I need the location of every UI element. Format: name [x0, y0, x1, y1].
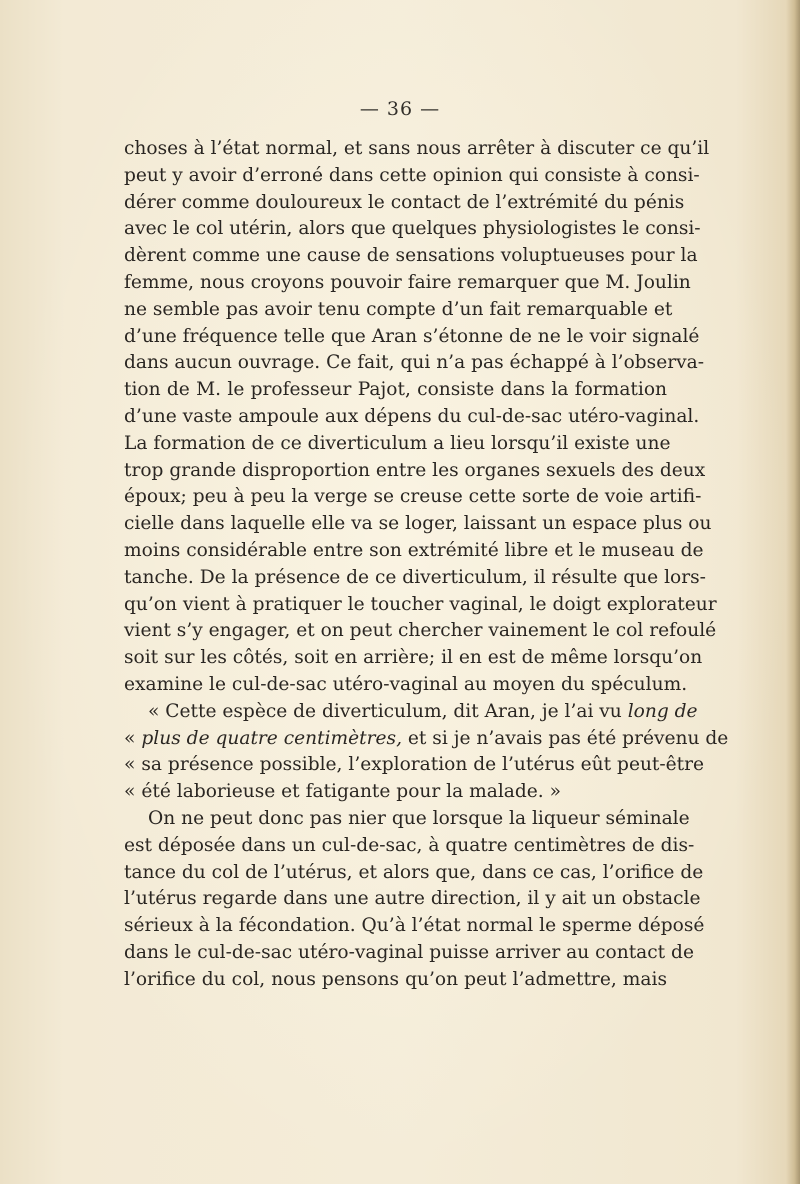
- text-line: dans le cul-de-sac utéro-vaginal puisse arriver au contact de: [124, 941, 694, 963]
- text-line: d’une fréquence telle que Aran s’étonne de ne le voir signalé: [124, 325, 700, 347]
- text-line: moins considérable entre son extrémité libre et le museau de: [124, 539, 704, 561]
- text-line: trop grande disproportion entre les organes sexuels des deux: [124, 459, 706, 481]
- text-line: peut y avoir d’erroné dans cette opinion qui consiste à consi-: [124, 164, 700, 186]
- quote-mark: «: [124, 754, 136, 776]
- quote-text: sa présence possible, l’exploration de l’utérus eût peut-être: [141, 754, 705, 776]
- text-line: soit sur les côtés, soit en arrière; il en est de même lorsqu’on: [124, 647, 703, 669]
- text-line: époux; peu à peu la verge se creuse cette sorte de voie artifi-: [124, 486, 702, 508]
- text-line: choses à l’état normal, et sans nous arrêter à discuter ce qu’il: [124, 138, 710, 159]
- text-line: d’une vaste ampoule aux dépens du cul-de-sac utéro-vaginal.: [124, 405, 700, 427]
- text-line: cielle dans laquelle elle va se loger, laissant un espace plus ou: [124, 513, 712, 535]
- text-line: sérieux à la fécondation. Qu’à l’état normal le sperme déposé: [124, 915, 705, 937]
- text-line: dérer comme douloureux le contact de l’extrémité du pénis: [124, 191, 685, 213]
- text-line: femme, nous croyons pouvoir faire remarquer que M. Joulin: [124, 271, 691, 293]
- text-line: On ne peut donc pas nier que lorsque la liqueur séminale: [148, 807, 690, 829]
- quote-line: [124, 752, 705, 779]
- text-line: examine le cul-de-sac utéro-vaginal au moyen du spéculum.: [124, 673, 688, 695]
- text-line: qu’on vient à pratiquer le toucher vaginal, le doigt explorateur: [124, 593, 717, 615]
- text-line: dèrent comme une cause de sensations voluptueuses pour la: [124, 245, 698, 267]
- page-edge-shadow: [786, 0, 800, 1184]
- text-line: tion de M. le professeur Pajot, consiste dans la formation: [124, 379, 667, 401]
- text-line: avec le col utérin, alors que quelques physiologistes le consi-: [124, 218, 701, 240]
- page-number: — 36 —: [359, 98, 441, 120]
- quote-text: été laborieuse et fatigante pour la malade. »: [141, 781, 561, 803]
- body-text: [124, 136, 729, 994]
- text-line: tanche. De la présence de ce diverticulum, il résulte que lors-: [124, 566, 706, 588]
- quote-line: [124, 779, 667, 806]
- quote-mark: «: [124, 781, 136, 803]
- quote-italic: plus de quatre centimètres,: [141, 727, 402, 749]
- quote-italic: long de: [627, 700, 698, 722]
- text-line: est déposée dans un cul-de-sac, à quatre centimètres de dis-: [124, 834, 695, 856]
- text-line: ne semble pas avoir tenu compte d’un fait remarquable et: [124, 298, 673, 320]
- quote-mark: «: [124, 727, 136, 749]
- quote-text: et si je n’avais pas été prévenu de: [402, 727, 729, 749]
- quote-line: [124, 699, 698, 726]
- text-line: dans aucun ouvrage. Ce fait, qui n’a pas échappé à l’observa-: [124, 352, 704, 374]
- text-line: l’orifice du col, nous pensons qu’on peut l’admettre, mais: [124, 968, 667, 990]
- text-line: vient s’y engager, et on peut chercher vainement le col refoulé: [124, 620, 717, 642]
- quote-text: « Cette espèce de diverticulum, dit Aran, je l’ai vu: [148, 700, 628, 722]
- text-line: l’utérus regarde dans une autre direction, il y ait un obstacle: [124, 888, 701, 910]
- quote-line: [124, 726, 729, 753]
- text-line: tance du col de l’utérus, et alors que, dans ce cas, l’orifice de: [124, 861, 704, 883]
- text-line: La formation de ce diverticulum a lieu lorsqu’il existe une: [124, 432, 671, 454]
